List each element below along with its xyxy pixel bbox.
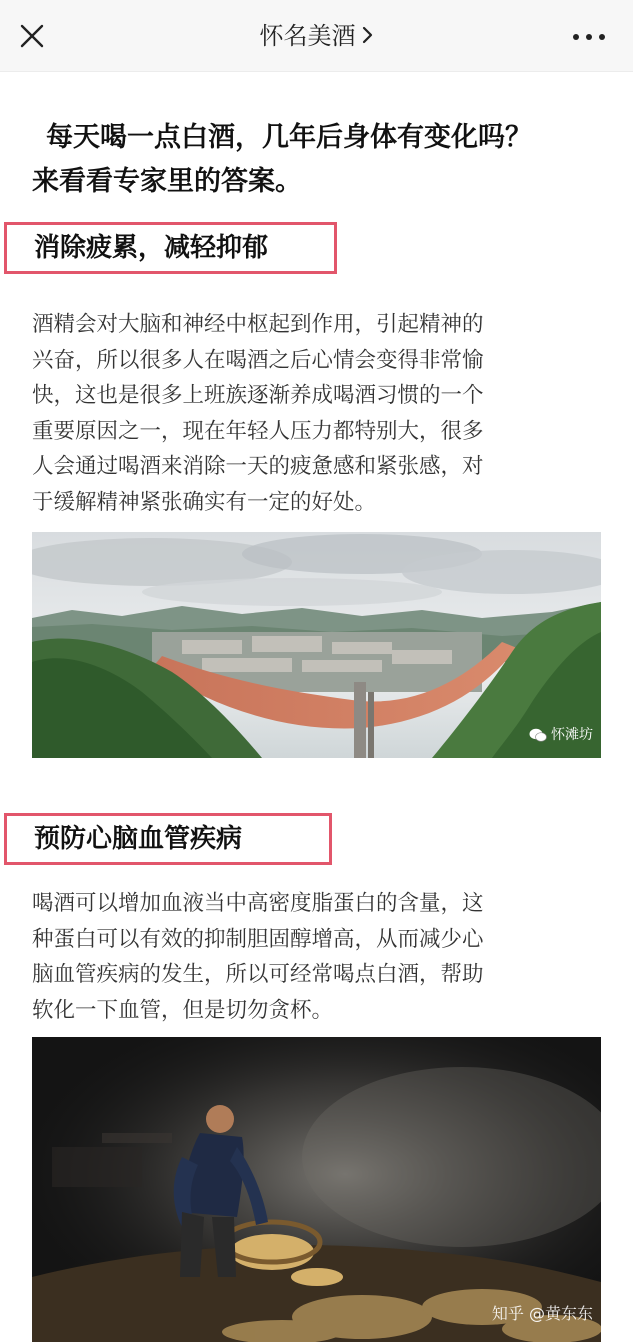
account-name-link[interactable] <box>0 18 633 54</box>
image-watermark-text: 怀滩坊 <box>551 727 593 743</box>
article-headline <box>32 116 612 204</box>
section-paragraph <box>32 886 612 1028</box>
more-dots-icon <box>573 34 579 40</box>
headline-line: 每天喝一点白酒，几年后身体有变化吗？ <box>46 122 532 153</box>
section-heading: 预防心脑血管疾病 <box>34 824 243 854</box>
more-options-button[interactable] <box>569 22 609 50</box>
section-heading-frame <box>4 813 332 865</box>
paragraph-line: 酒精会对大脑和神经中枢起到作用，引起精神的 <box>32 312 484 337</box>
paragraph-line: 兴奋，所以很多人在喝酒之后心情会变得非常愉 <box>32 347 484 373</box>
paragraph-line: 软化一下血管，但是切勿贪杯。 <box>32 997 334 1023</box>
wechat-icon <box>529 728 547 742</box>
distillery-worker-photo[interactable] <box>32 1037 601 1342</box>
paragraph-line: 人会通过喝酒来消除一天的疲惫感和紧张感，对 <box>32 454 484 479</box>
section-paragraph <box>32 307 612 520</box>
headline-line: 来看看专家里的答案。 <box>32 166 302 197</box>
paragraph-line: 喝酒可以增加血液当中高密度脂蛋白的含量，这 <box>32 891 484 916</box>
account-name: 怀名美酒 <box>259 22 356 50</box>
paragraph-line: 重要原因之一，现在年轻人压力都特别大，很多 <box>32 418 484 444</box>
panorama-photo[interactable] <box>32 532 601 758</box>
paragraph-line: 于缓解精神紧张确实有一定的好处。 <box>32 489 377 515</box>
section-heading-frame <box>4 222 337 274</box>
more-dots-icon <box>586 34 592 40</box>
section-heading: 消除疲累，减轻抑郁 <box>34 233 269 263</box>
more-dots-icon <box>599 34 605 40</box>
image-watermark: 知乎 @黄东东 <box>491 1304 593 1323</box>
paragraph-line: 快，这也是很多上班族逐渐养成喝酒习惯的一个 <box>32 383 484 408</box>
image-watermark <box>529 724 593 744</box>
paragraph-line: 脑血管疾病的发生，所以可经常喝点白酒，帮助 <box>32 962 484 987</box>
chevron-right-icon <box>362 25 374 45</box>
top-bar <box>0 0 633 72</box>
paragraph-line: 种蛋白可以有效的抑制胆固醇增高，从而减少心 <box>32 926 484 952</box>
